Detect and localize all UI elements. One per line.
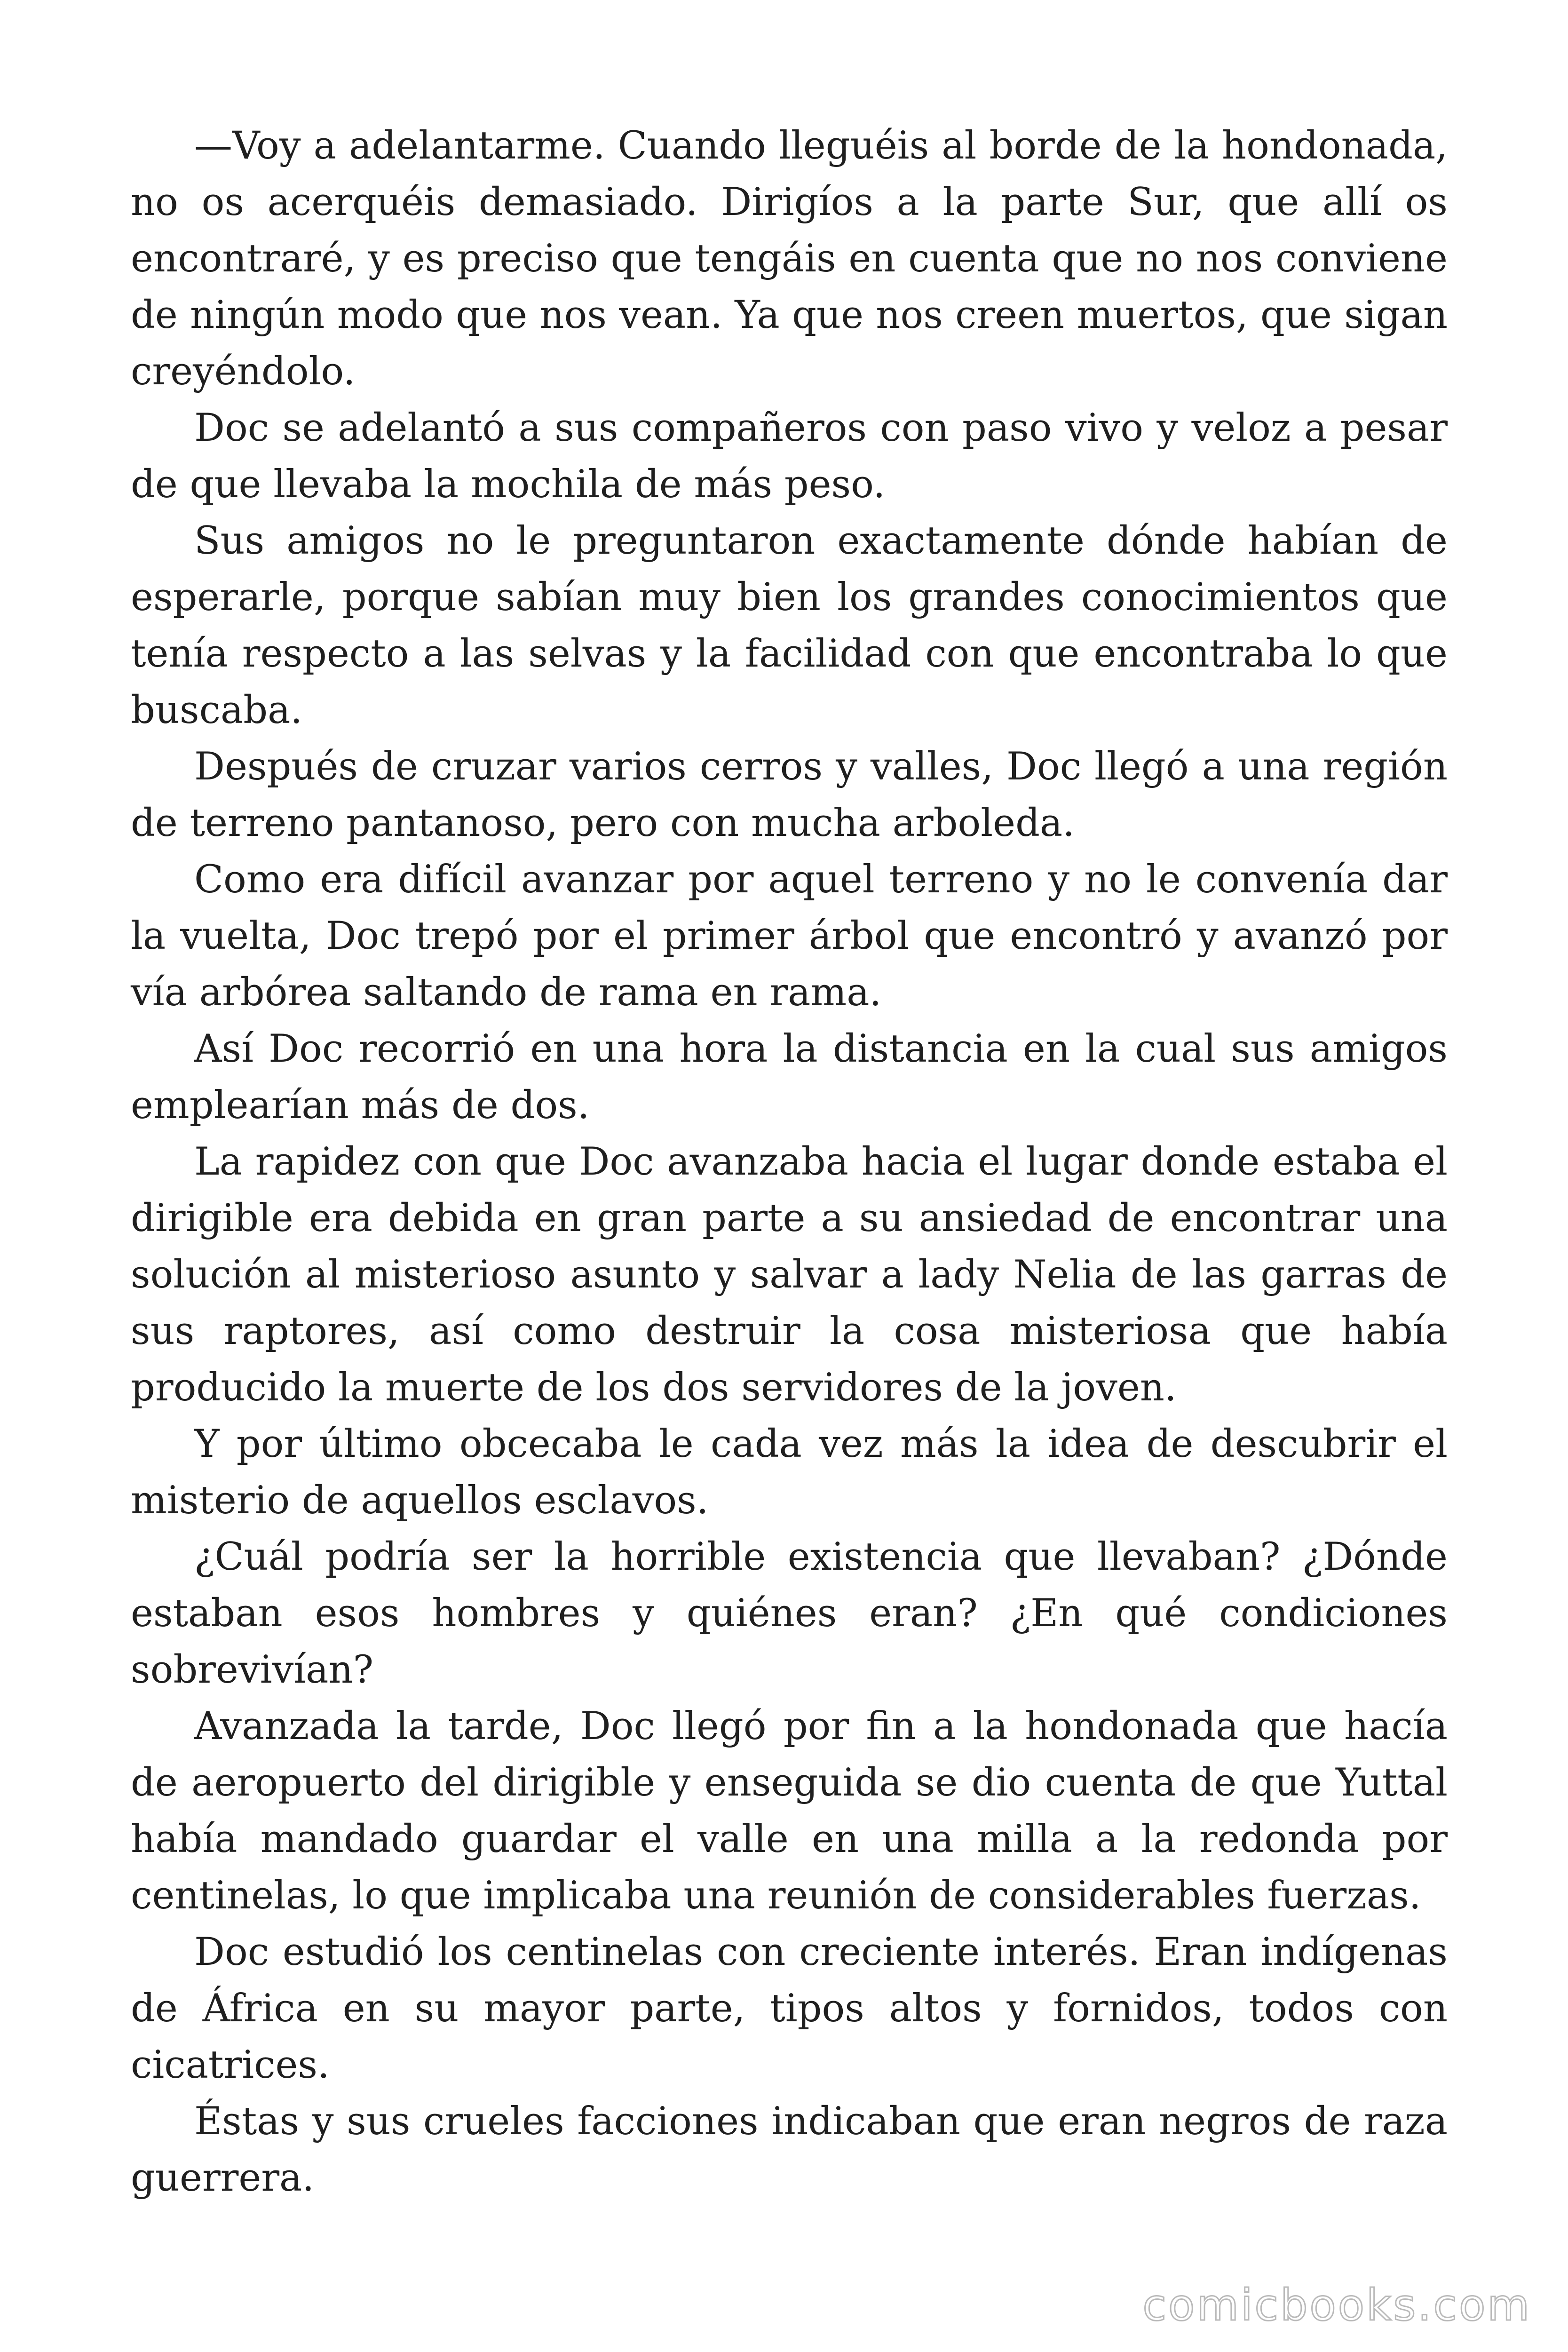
- watermark: comicbooks.com: [1142, 2280, 1531, 2330]
- paragraph-12: Éstas y sus crueles facciones indicaban que eran negros de raza guerrera.: [131, 2099, 1448, 2200]
- paragraph-10: Avanzada la tarde, Doc llegó por fin a la hondonada que hacía de aeropuerto del dirigible y enseguida se dio cuenta de que Yuttal había mandado guardar el valle en una milla a la redonda por centinelas, lo que implicaba una reunión de considerables fuerzas.: [131, 1704, 1448, 1918]
- paragraph-7: La rapidez con que Doc avanzaba hacia el lugar donde estaba el dirigible era debida en gran parte a su ansiedad de encontrar una solución al misterioso asunto y salvar a lady Nelia de las garras de sus raptores, así como destruir la cosa misteriosa que había producido la muerte de los dos servidores de la joven.: [131, 1140, 1448, 1410]
- page-body: [131, 118, 1448, 2206]
- paragraph-3: Sus amigos no le preguntaron exactamente dónde habían de esperarle, porque sabían muy bien los grandes conocimientos que tenía respecto a las selvas y la facilidad con que encontraba lo que buscaba.: [131, 519, 1448, 732]
- paragraph-4: Después de cruzar varios cerros y valles, Doc llegó a una región de terreno pantanoso, pero con mucha arboleda.: [131, 745, 1448, 845]
- paragraph-9: ¿Cuál podría ser la horrible existencia que llevaban? ¿Dónde estaban esos hombres y quiénes eran? ¿En qué condiciones sobrevivían?: [131, 1535, 1448, 1692]
- paragraph-5: Como era difícil avanzar por aquel terreno y no le convenía dar la vuelta, Doc trepó por el primer árbol que encontró y avanzó por vía arbórea saltando de rama en rama.: [131, 858, 1448, 1015]
- paragraph-2: Doc se adelantó a sus compañeros con paso vivo y veloz a pesar de que llevaba la mochila de más peso.: [131, 406, 1448, 507]
- paragraph-6: Así Doc recorrió en una hora la distancia en la cual sus amigos emplearían más de dos.: [131, 1027, 1448, 1128]
- paragraph-1: —Voy a adelantarme. Cuando lleguéis al borde de la hondonada, no os acerquéis demasiado. Dirigíos a la parte Sur, que allí os encontraré, y es preciso que tengáis en cuenta que no nos conviene de ningún modo que nos vean. Ya que nos creen muertos, que sigan creyéndolo.: [131, 124, 1448, 394]
- paragraph-8: Y por último obcecaba le cada vez más la idea de descubrir el misterio de aquellos esclavos.: [131, 1422, 1448, 1523]
- paragraph-11: Doc estudió los centinelas con creciente interés. Eran indígenas de África en su mayor parte, tipos altos y fornidos, todos con cicatrices.: [131, 1930, 1448, 2087]
